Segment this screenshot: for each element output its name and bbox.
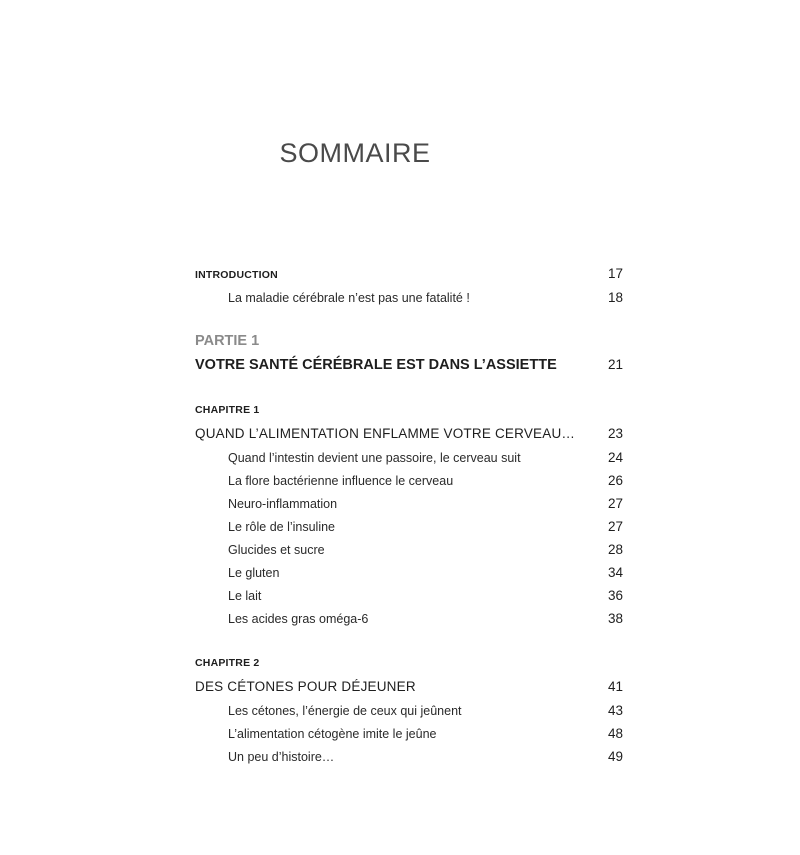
entry-label: Le lait [228,589,262,603]
entry-label: Glucides et sucre [228,543,325,557]
toc-entry[interactable] [195,446,623,469]
page-number: 41 [607,679,623,694]
entry-label: L’alimentation cétogène imite le jeûne [228,727,437,741]
page-number: 38 [607,611,623,626]
toc-entry[interactable] [195,722,623,745]
chapter-title: QUAND L’ALIMENTATION ENFLAMME VOTRE CERVEAU… [195,426,576,441]
page-number: 24 [607,450,623,465]
chapter-label: CHAPITRE 1 [195,404,260,416]
entry-label: La maladie cérébrale n’est pas une fatalité ! [228,291,470,305]
toc-chapter-label-row [195,651,623,675]
page-number: 23 [607,426,623,441]
part-title: VOTRE SANTÉ CÉRÉBRALE EST DANS L’ASSIETTE [195,357,557,373]
toc-entry[interactable] [195,286,623,309]
page-number: 49 [607,749,623,764]
part-label: PARTIE 1 [195,333,260,349]
toc-entry[interactable] [195,515,623,538]
page-number: 17 [607,266,623,281]
toc-entry[interactable] [195,538,623,561]
page-number: 43 [607,703,623,718]
toc-chapter-title[interactable] [195,422,623,446]
toc-part-label-row [195,329,623,353]
introduction-label: INTRODUCTION [195,269,278,281]
toc-entry[interactable] [195,561,623,584]
chapter-title: DES CÉTONES POUR DÉJEUNER [195,679,416,694]
page-number: 36 [607,588,623,603]
toc-entry[interactable] [195,584,623,607]
table-of-contents [195,262,623,768]
page-number: 21 [607,357,623,372]
chapter-label: CHAPITRE 2 [195,657,260,669]
page-number: 18 [607,290,623,305]
entry-label: Le gluten [228,566,280,580]
page-number: 28 [607,542,623,557]
page-number: 27 [607,496,623,511]
entry-label: Les acides gras oméga-6 [228,612,369,626]
toc-entry[interactable] [195,469,623,492]
toc-entry[interactable] [195,492,623,515]
entry-label: Le rôle de l’insuline [228,520,336,534]
page-title: SOMMAIRE [279,138,431,168]
entry-label: Quand l’intestin devient une passoire, le cerveau suit [228,451,521,465]
page-number: 27 [607,519,623,534]
toc-introduction[interactable] [195,262,623,286]
entry-label: Un peu d’histoire… [228,750,335,764]
toc-entry[interactable] [195,745,623,768]
page-number: 26 [607,473,623,488]
toc-entry[interactable] [195,607,623,630]
page-number: 34 [607,565,623,580]
toc-entry[interactable] [195,699,623,722]
toc-chapter-title[interactable] [195,675,623,699]
entry-label: Les cétones, l’énergie de ceux qui jeûnent [228,704,462,718]
toc-part-title[interactable] [195,353,623,377]
toc-chapter-label-row [195,398,623,422]
entry-label: La flore bactérienne influence le cerveau [228,474,454,488]
page-number: 48 [607,726,623,741]
entry-label: Neuro-inflammation [228,497,338,511]
